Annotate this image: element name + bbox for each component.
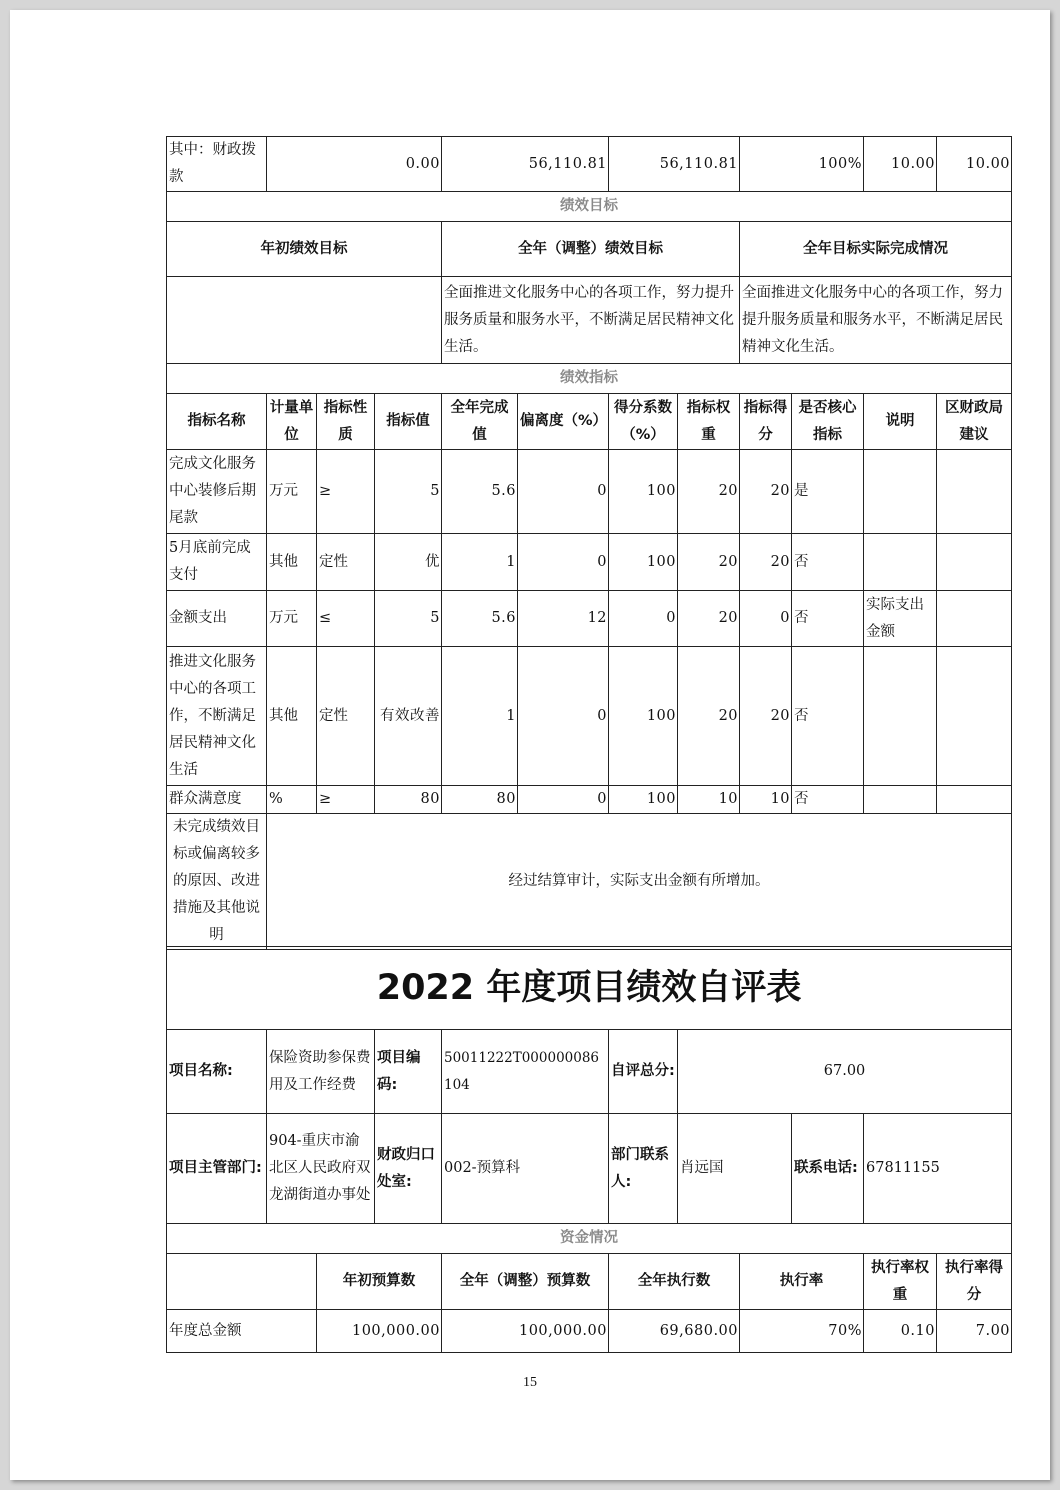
indicator-col-score: 指标得分 <box>740 394 792 450</box>
indicator-core: 否 <box>792 647 864 786</box>
goal-actual: 全面推进文化服务中心的各项工作，努力提升服务质量和服务水平，不断满足居民精神文化生活。 <box>740 277 1012 364</box>
indicator-advice <box>937 647 1012 786</box>
indicator-unit: 万元 <box>267 591 317 647</box>
indicator-note <box>864 534 937 591</box>
project-code-label: 项目编码: <box>375 1030 442 1114</box>
indicator-note: 实际支出金额 <box>864 591 937 647</box>
indicator-target: 优 <box>375 534 442 591</box>
indicator-deviation: 0 <box>518 450 609 534</box>
total-adjusted: 100,000.00 <box>442 1310 609 1353</box>
indicator-score: 20 <box>740 534 792 591</box>
finance-office-label: 财政归口处室: <box>375 1114 442 1224</box>
fund-header-rate-score: 执行率得分 <box>937 1254 1012 1310</box>
indicator-advice <box>937 786 1012 814</box>
indicator-col-note: 说明 <box>864 394 937 450</box>
indicator-name: 5月底前完成支付 <box>167 534 267 591</box>
indicator-name: 金额支出 <box>167 591 267 647</box>
document-page <box>10 10 1050 1480</box>
indicator-nature: 定性 <box>317 534 375 591</box>
indicator-note <box>864 786 937 814</box>
indicator-col-nature: 指标性质 <box>317 394 375 450</box>
indicator-col-weight: 指标权重 <box>678 394 740 450</box>
indicator-core: 否 <box>792 786 864 814</box>
indicator-nature: ≤ <box>317 591 375 647</box>
self-evaluation-table <box>166 946 1012 1353</box>
fund-header-initial: 年初预算数 <box>317 1254 442 1310</box>
indicator-coef: 100 <box>609 534 678 591</box>
indicator-coef: 100 <box>609 450 678 534</box>
indicator-col-target: 指标值 <box>375 394 442 450</box>
indicator-col-name: 指标名称 <box>167 394 267 450</box>
indicator-target: 80 <box>375 786 442 814</box>
goals-section-header: 绩效目标 <box>167 192 1012 222</box>
indicator-deviation: 0 <box>518 534 609 591</box>
indicator-score: 0 <box>740 591 792 647</box>
goal-adjusted: 全面推进文化服务中心的各项工作，努力提升服务质量和服务水平，不断满足居民精神文化生活。 <box>442 277 740 364</box>
indicator-nature: 定性 <box>317 647 375 786</box>
indicator-core: 否 <box>792 591 864 647</box>
fund-label: 其中：财政拨款 <box>167 137 267 192</box>
total-score: 7.00 <box>937 1310 1012 1353</box>
phone: 67811155 <box>864 1114 1012 1224</box>
indicator-col-deviation: 偏离度（%） <box>518 394 609 450</box>
indicator-weight: 20 <box>678 647 740 786</box>
total-rate: 70% <box>740 1310 864 1353</box>
indicator-actual: 1 <box>442 647 518 786</box>
indicator-weight: 20 <box>678 450 740 534</box>
fund-header-rate-weight: 执行率权重 <box>864 1254 937 1310</box>
total-executed: 69,680.00 <box>609 1310 740 1353</box>
indicator-unit: 万元 <box>267 450 317 534</box>
goal-header-adjusted: 全年（调整）绩效目标 <box>442 222 740 277</box>
indicator-name: 完成文化服务中心装修后期尾款 <box>167 450 267 534</box>
funds-section-header: 资金情况 <box>167 1224 1012 1254</box>
table-row <box>167 534 1012 591</box>
indicator-score: 20 <box>740 647 792 786</box>
table-row <box>167 647 1012 786</box>
indicator-deviation: 12 <box>518 591 609 647</box>
fund-rate: 100% <box>740 137 864 192</box>
fund-row <box>167 137 1012 192</box>
indicator-deviation: 0 <box>518 786 609 814</box>
indicator-col-coef: 得分系数（%） <box>609 394 678 450</box>
fund-header-rate: 执行率 <box>740 1254 864 1310</box>
indicator-core: 否 <box>792 534 864 591</box>
indicator-nature: ≥ <box>317 450 375 534</box>
project-name-label: 项目名称: <box>167 1030 267 1114</box>
table-row <box>167 1310 1012 1353</box>
indicator-deviation: 0 <box>518 647 609 786</box>
indicator-core: 是 <box>792 450 864 534</box>
goal-header-initial: 年初绩效目标 <box>167 222 442 277</box>
reason-text: 经过结算审计，实际支出金额有所增加。 <box>267 814 1012 950</box>
indicator-target: 5 <box>375 450 442 534</box>
fund-header-empty <box>167 1254 317 1310</box>
indicator-actual: 1 <box>442 534 518 591</box>
indicators-section-header: 绩效指标 <box>167 364 1012 394</box>
indicator-advice <box>937 450 1012 534</box>
performance-table-continued <box>166 136 1012 950</box>
indicator-coef: 100 <box>609 786 678 814</box>
page-title: 2022 年度项目绩效自评表 <box>167 947 1012 1030</box>
indicator-score: 20 <box>740 450 792 534</box>
indicator-note <box>864 647 937 786</box>
indicator-actual: 80 <box>442 786 518 814</box>
fund-header-adjusted: 全年（调整）预算数 <box>442 1254 609 1310</box>
fund-initial: 0.00 <box>267 137 442 192</box>
dept-label: 项目主管部门: <box>167 1114 267 1224</box>
contact-label: 部门联系人: <box>609 1114 678 1224</box>
phone-label: 联系电话: <box>792 1114 864 1224</box>
indicator-weight: 20 <box>678 591 740 647</box>
indicator-name: 推进文化服务中心的各项工作，不断满足居民精神文化生活 <box>167 647 267 786</box>
indicator-target: 有效改善 <box>375 647 442 786</box>
total-weight: 0.10 <box>864 1310 937 1353</box>
dept: 904-重庆市渝北区人民政府双龙湖街道办事处 <box>267 1114 375 1224</box>
indicator-unit: % <box>267 786 317 814</box>
goal-header-actual: 全年目标实际完成情况 <box>740 222 1012 277</box>
project-name: 保险资助参保费用及工作经费 <box>267 1030 375 1114</box>
indicator-name: 群众满意度 <box>167 786 267 814</box>
indicator-header-row <box>167 394 1012 450</box>
page-number: 15 <box>523 1375 537 1390</box>
indicator-weight: 10 <box>678 786 740 814</box>
indicator-advice <box>937 534 1012 591</box>
fund-weight: 10.00 <box>864 137 937 192</box>
contact: 肖远国 <box>678 1114 792 1224</box>
indicator-actual: 5.6 <box>442 591 518 647</box>
fund-executed: 56,110.81 <box>609 137 740 192</box>
fund-adjusted: 56,110.81 <box>442 137 609 192</box>
indicator-unit: 其他 <box>267 647 317 786</box>
finance-office: 002-预算科 <box>442 1114 609 1224</box>
indicator-coef: 100 <box>609 647 678 786</box>
reason-label: 未完成绩效目标或偏离较多的原因、改进措施及其他说明 <box>167 814 267 950</box>
fund-score: 10.00 <box>937 137 1012 192</box>
indicator-unit: 其他 <box>267 534 317 591</box>
indicator-target: 5 <box>375 591 442 647</box>
indicator-weight: 20 <box>678 534 740 591</box>
indicator-nature: ≥ <box>317 786 375 814</box>
indicator-col-core: 是否核心指标 <box>792 394 864 450</box>
self-score: 67.00 <box>678 1030 1012 1114</box>
fund-header-executed: 全年执行数 <box>609 1254 740 1310</box>
total-label: 年度总金额 <box>167 1310 317 1353</box>
table-row <box>167 786 1012 814</box>
total-initial: 100,000.00 <box>317 1310 442 1353</box>
indicator-col-actual: 全年完成值 <box>442 394 518 450</box>
indicator-advice <box>937 591 1012 647</box>
indicator-note <box>864 450 937 534</box>
indicator-col-advice: 区财政局建议 <box>937 394 1012 450</box>
project-code: 50011222T000000086104 <box>442 1030 609 1114</box>
table-row <box>167 591 1012 647</box>
indicator-coef: 0 <box>609 591 678 647</box>
fund-header-row <box>167 1254 1012 1310</box>
table-row <box>167 450 1012 534</box>
indicator-col-unit: 计量单位 <box>267 394 317 450</box>
indicator-actual: 5.6 <box>442 450 518 534</box>
indicator-score: 10 <box>740 786 792 814</box>
self-score-label: 自评总分: <box>609 1030 678 1114</box>
goal-initial <box>167 277 442 364</box>
